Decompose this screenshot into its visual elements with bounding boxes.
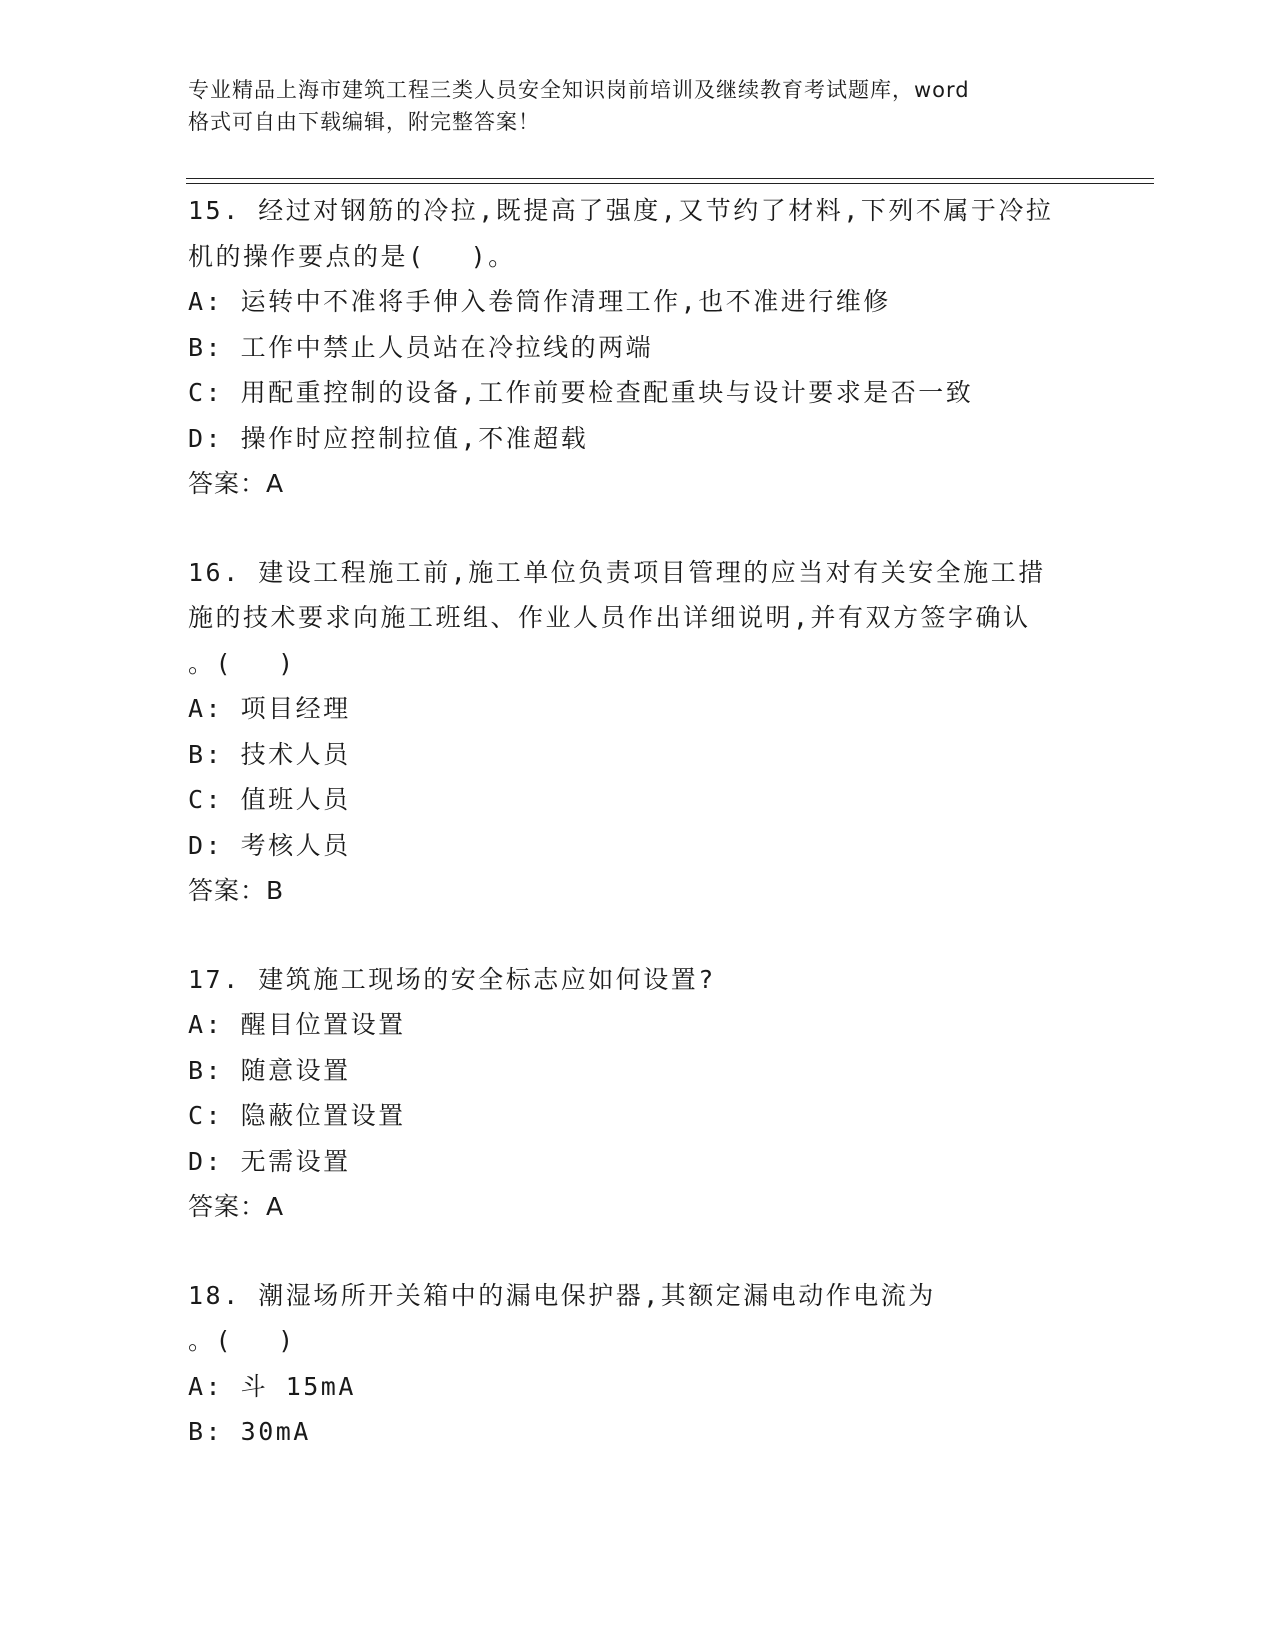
question-stem-line: 施的技术要求向施工班组、作业人员作出详细说明,并有双方签字确认 [188,603,1031,632]
question-list [188,188,1088,1498]
option-a: A: 斗 15mA [188,1371,356,1401]
answer [188,1184,1088,1230]
answer-label: 答案： [188,1192,267,1221]
option-c: C: 用配重控制的设备,工作前要检查配重块与设计要求是否一致 [188,378,974,407]
option-a: A: 运转中不准将手伸入卷筒作清理工作,也不准进行维修 [188,287,891,316]
answer [188,868,1088,914]
question-16 [188,550,1088,914]
option-b: B: 随意设置 [188,1055,351,1085]
option-d: D: 无需设置 [188,1146,351,1176]
question-17 [188,957,1088,1230]
header-divider-bottom [186,183,1154,184]
page-header [188,74,1088,138]
answer-value: A [266,469,285,498]
question-stem-line: 。( ) [188,648,296,678]
question-15 [188,188,1088,507]
option-c: C: 隐蔽位置设置 [188,1101,406,1130]
answer-value: A [266,1192,285,1221]
answer [188,461,1088,507]
question-stem-line: 15. 经过对钢筋的冷拉,既提高了强度,又节约了材料,下列不属于冷拉 [188,196,1054,225]
option-c: C: 值班人员 [188,785,351,814]
question-stem-line: 16. 建设工程施工前,施工单位负责项目管理的应当对有关安全施工措 [188,557,1046,587]
answer-value: B [266,876,285,905]
question-stem-line: 17. 建筑施工现场的安全标志应如何设置? [188,964,716,994]
answer-label: 答案： [188,469,267,498]
answer-label: 答案： [188,876,267,905]
option-d: D: 操作时应控制拉值,不准超载 [188,423,589,453]
question-stem-line: 。( ) [188,1326,296,1355]
option-d: D: 考核人员 [188,830,351,860]
option-a: A: 项目经理 [188,694,351,723]
question-stem-line: 机的操作要点的是( )。 [188,241,516,271]
option-b: B: 30mA [188,1417,311,1446]
option-b: B: 技术人员 [188,739,351,769]
option-a: A: 醒目位置设置 [188,1010,406,1039]
header-line-1: 专业精品上海市建筑工程三类人员安全知识岗前培训及继续教育考试题库，word [188,78,970,102]
question-18 [188,1273,1088,1455]
header-divider-top [186,178,1154,179]
question-stem-line: 18. 潮湿场所开关箱中的漏电保护器,其额定漏电动作电流为 [188,1280,936,1310]
option-b: B: 工作中禁止人员站在冷拉线的两端 [188,332,654,362]
header-line-2: 格式可自由下载编辑，附完整答案！ [188,110,540,134]
